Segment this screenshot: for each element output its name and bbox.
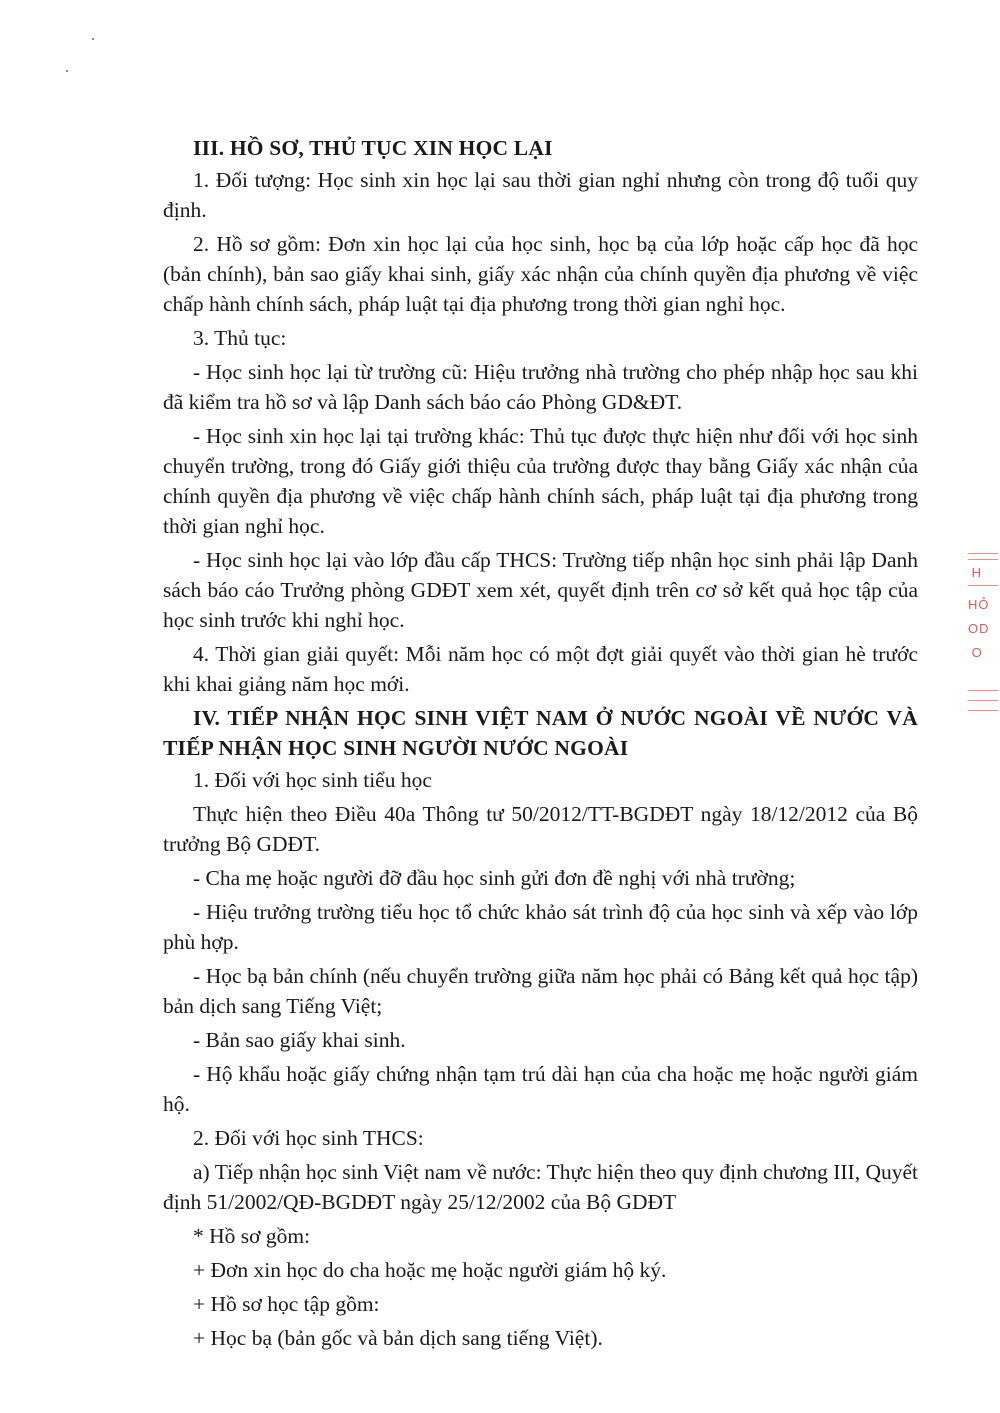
document-body <box>163 133 918 1357</box>
scan-speck <box>66 70 68 72</box>
paragraph: - Bản sao giấy khai sinh. <box>193 1028 406 1052</box>
red-stamp-fragment <box>960 545 1000 725</box>
paragraph: 1. Đối tượng: Học sinh xin học lại sau thời gian nghỉ nhưng còn trong độ tuổi quy định. <box>163 168 918 222</box>
stamp-text: HỎ <box>968 597 990 612</box>
paragraph: - Học sinh học lại vào lớp đầu cấp THCS: Trường tiếp nhận học sinh phải lập Danh sách báo cáo Trưởng phòng GDĐT xem xét, quyết định trên cơ sở kết quả học tập của học sinh trước khi nghỉ học. <box>163 548 918 632</box>
paragraph: - Học sinh học lại từ trường cũ: Hiệu trưởng nhà trường cho phép nhập học sau khi đã kiểm tra hồ sơ và lập Danh sách báo cáo Phòng GD&ĐT. <box>163 360 918 414</box>
paragraph: - Học bạ bản chính (nếu chuyển trường giữa năm học phải có Bảng kết quả học tập) bản dịch sang Tiếng Việt; <box>163 964 918 1018</box>
paragraph: 3. Thủ tục: <box>193 326 287 350</box>
paragraph: + Học bạ (bản gốc và bản dịch sang tiếng Việt). <box>193 1326 603 1350</box>
paragraph: 2. Hồ sơ gồm: Đơn xin học lại của học sinh, học bạ của lớp hoặc cấp học đã học (bản chính), bản sao giấy khai sinh, giấy xác nhận của chính quyền địa phương về việc chấp hành chính sách, pháp luật tại địa phương trong thời gian nghỉ học. <box>163 232 918 316</box>
paragraph: + Đơn xin học do cha hoặc mẹ hoặc người giám hộ ký. <box>193 1258 667 1282</box>
paragraph: - Hiệu trưởng trường tiểu học tổ chức khảo sát trình độ của học sinh và xếp vào lớp phù hợp. <box>163 900 918 954</box>
paragraph: 2. Đối với học sinh THCS: <box>193 1126 424 1150</box>
stamp-text: OD <box>968 621 990 636</box>
paragraph: + Hồ sơ học tập gồm: <box>193 1292 380 1316</box>
section-3-heading: III. HỒ SƠ, THỦ TỤC XIN HỌC LẠI <box>193 136 553 160</box>
scan-speck <box>92 38 94 40</box>
paragraph: - Hộ khẩu hoặc giấy chứng nhận tạm trú dài hạn của cha hoặc mẹ hoặc người giám hộ. <box>163 1062 918 1116</box>
paragraph: - Học sinh xin học lại tại trường khác: Thủ tục được thực hiện như đối với học sinh chuyển trường, trong đó Giấy giới thiệu của trường được thay bằng Giấy xác nhận của chính quyền địa phương về việc chấp hành chính sách, pháp luật tại địa phương trong thời gian nghỉ học. <box>163 424 918 538</box>
paragraph: a) Tiếp nhận học sinh Việt nam về nước: Thực hiện theo quy định chương III, Quyết định 51/2002/QĐ-BGDĐT ngày 25/12/2002 của Bộ GDĐT <box>163 1160 918 1214</box>
paragraph: 4. Thời gian giải quyết: Mỗi năm học có một đợt giải quyết vào thời gian hè trước khi khai giảng năm học mới. <box>163 642 918 696</box>
paragraph: 1. Đối với học sinh tiểu học <box>193 768 432 792</box>
paragraph: Thực hiện theo Điều 40a Thông tư 50/2012/TT-BGDĐT ngày 18/12/2012 của Bộ trưởng Bộ GDĐT. <box>163 802 918 856</box>
paragraph: * Hồ sơ gồm: <box>193 1224 311 1248</box>
paragraph: - Cha mẹ hoặc người đỡ đầu học sinh gửi đơn đề nghị với nhà trường; <box>193 866 796 890</box>
section-4-heading: IV. TIẾP NHẬN HỌC SINH VIỆT NAM Ở NƯỚC NGOÀI VỀ NƯỚC VÀ TIẾP NHẬN HỌC SINH NGƯỜI NƯỚC NGOÀI <box>163 706 918 760</box>
stamp-text: O <box>968 645 983 660</box>
stamp-text: H <box>968 565 982 580</box>
